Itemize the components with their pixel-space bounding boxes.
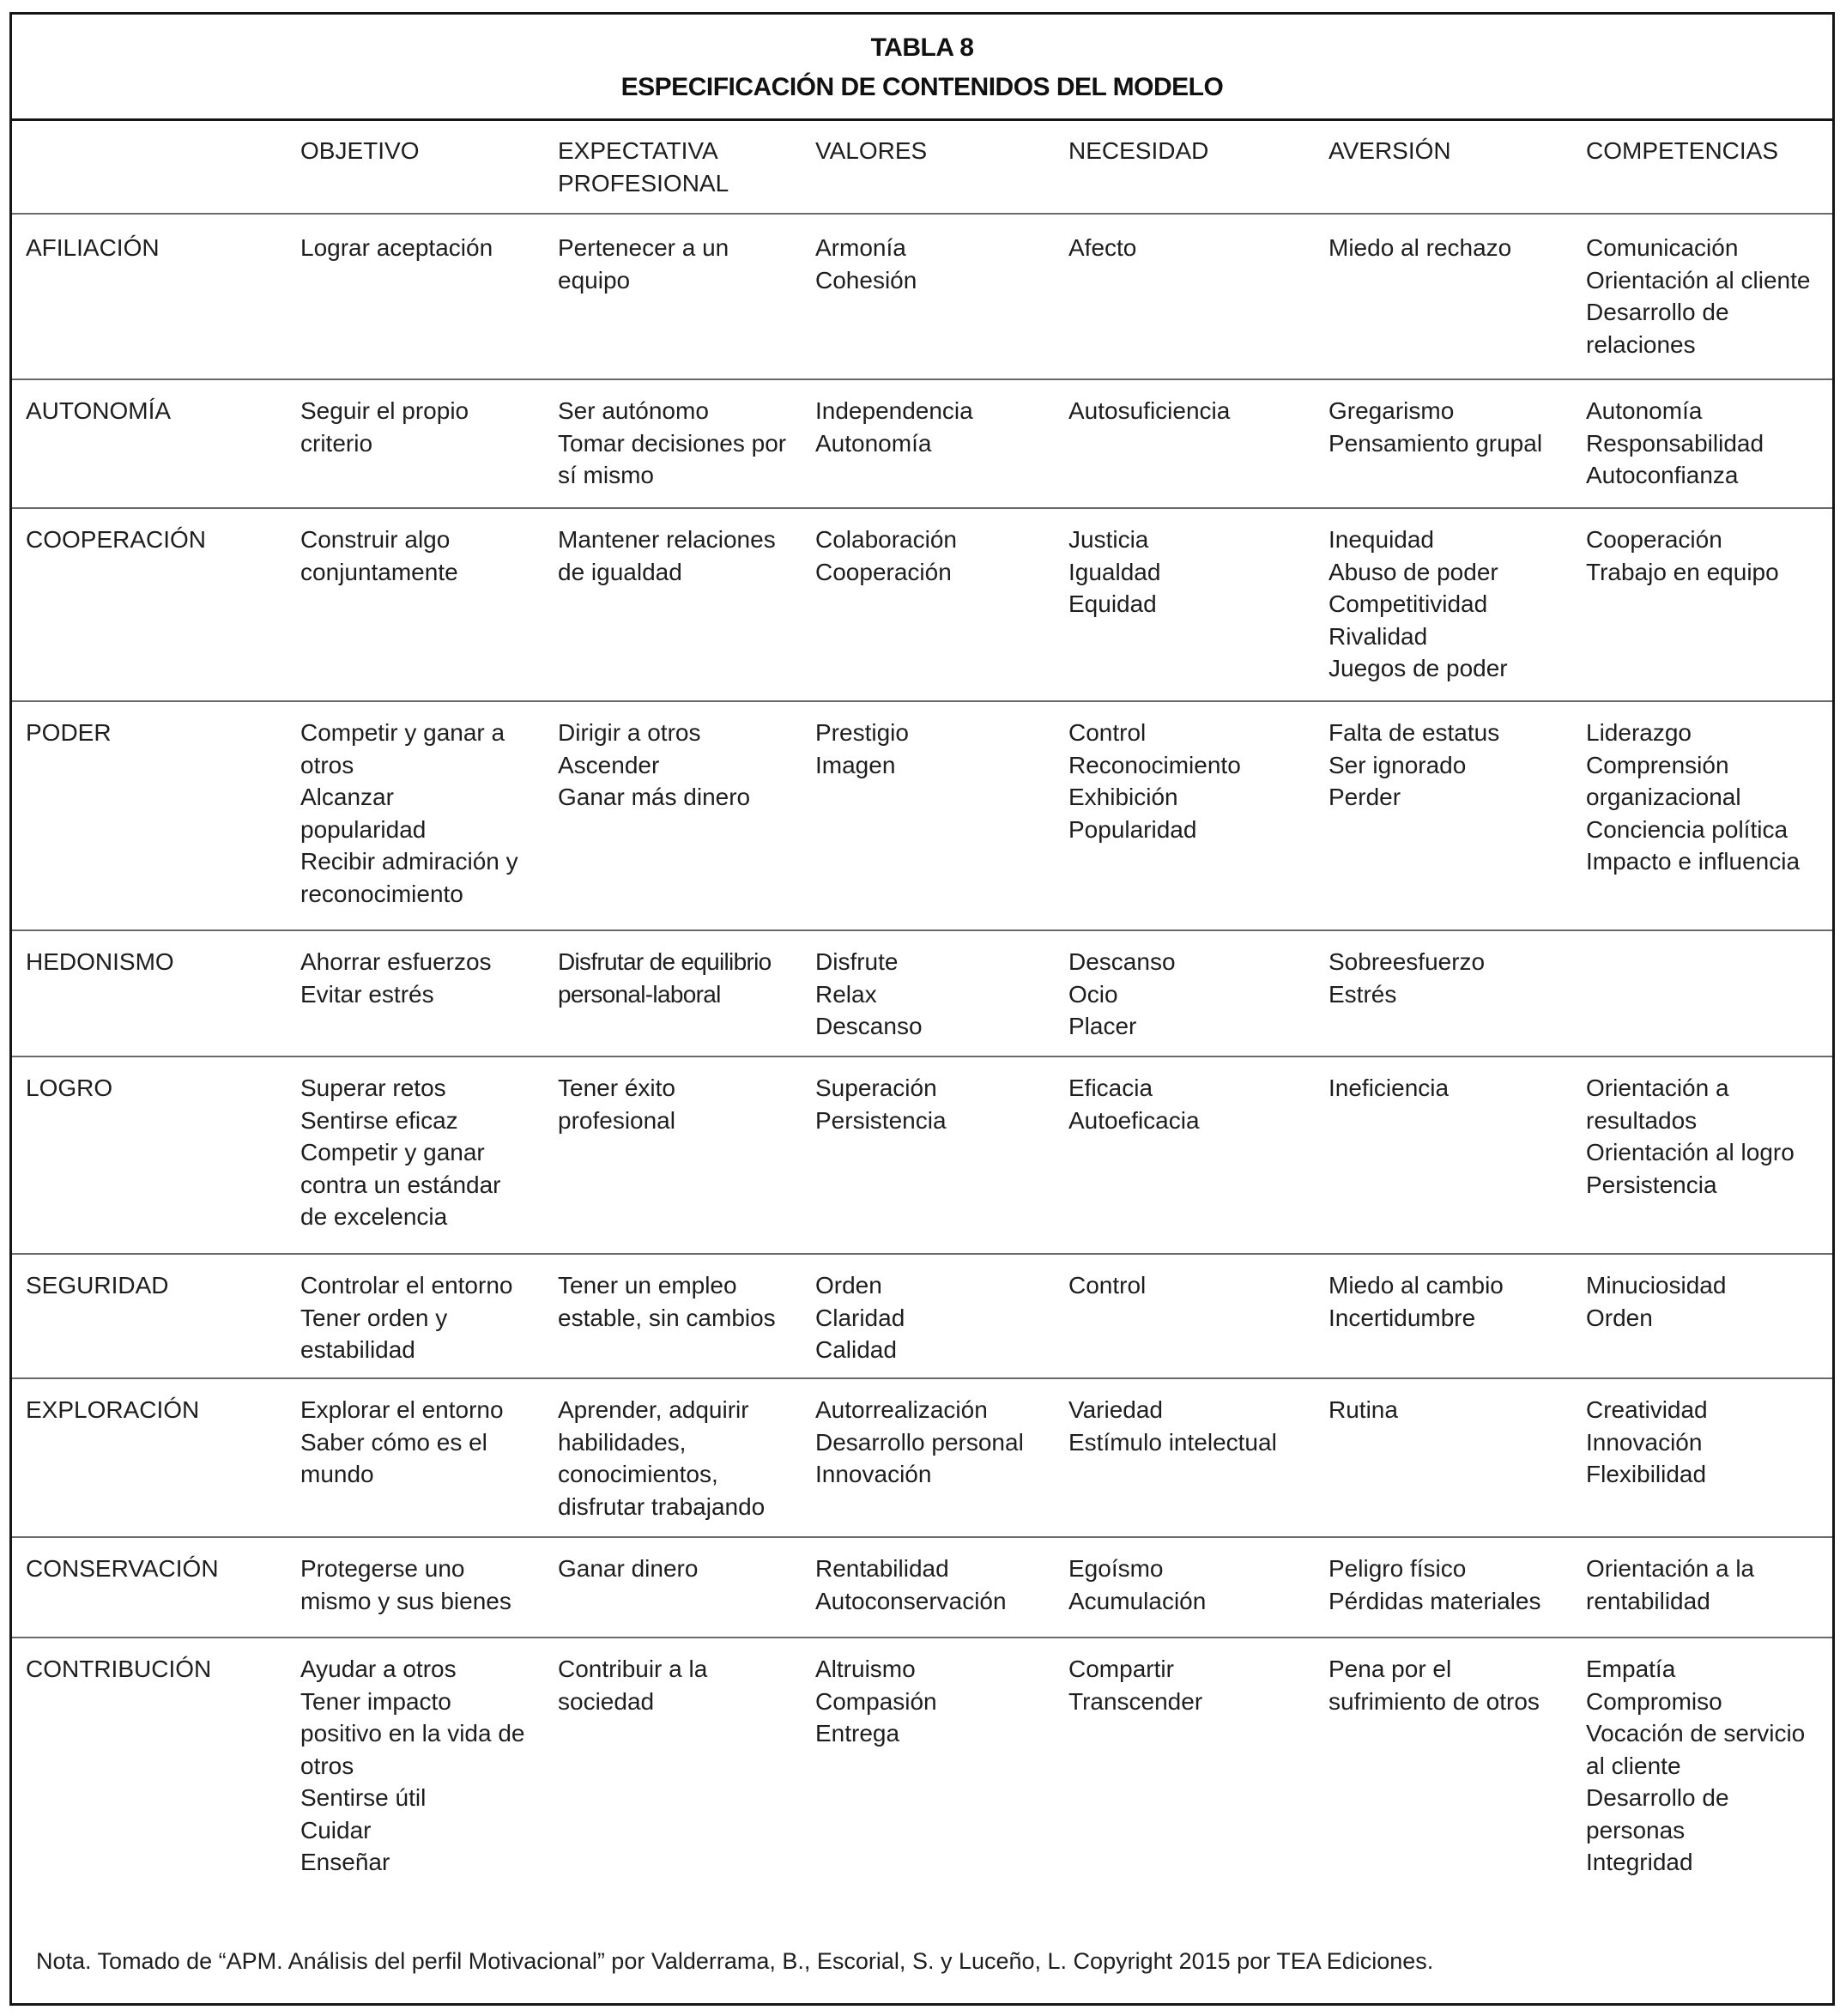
cell-objetivo: Explorar el entorno Saber cómo es el mundo xyxy=(300,1396,504,1487)
column-header-aversion: AVERSIÓN xyxy=(1329,137,1451,164)
row-label: AUTONOMÍA xyxy=(26,397,172,424)
cell-expectativa: Tener éxito profesional xyxy=(558,1075,675,1134)
table-row-afiliacion xyxy=(12,215,1832,380)
cell-valores: Armonía Cohesión xyxy=(815,234,917,294)
cell-necesidad: Autosuficiencia xyxy=(1068,397,1231,424)
cell-expectativa: Aprender, adquirir habilidades, conocimientos, disfrutar trabajando xyxy=(558,1396,766,1520)
table-row-poder xyxy=(12,702,1832,931)
cell-competencias: Minuciosidad Orden xyxy=(1586,1272,1727,1331)
table-header-row xyxy=(12,121,1832,215)
row-label: SEGURIDAD xyxy=(26,1272,169,1299)
row-label: CONSERVACIÓN xyxy=(26,1555,219,1582)
row-label: EXPLORACIÓN xyxy=(26,1396,200,1423)
cell-objetivo: Controlar el entorno Tener orden y estabilidad xyxy=(300,1272,513,1363)
table-row-autonomia xyxy=(12,380,1832,509)
column-header-objetivo: OBJETIVO xyxy=(300,137,420,164)
table-row-cooperacion xyxy=(12,509,1832,702)
cell-competencias: Autonomía Responsabilidad Autoconfianza xyxy=(1586,397,1764,488)
cell-expectativa: Mantener relaciones de igualdad xyxy=(558,526,776,585)
table-row-seguridad xyxy=(12,1255,1832,1379)
cell-objetivo: Construir algo conjuntamente xyxy=(300,526,458,585)
cell-necesidad: Egoísmo Acumulación xyxy=(1068,1555,1207,1614)
cell-aversion: Falta de estatus Ser ignorado Perder xyxy=(1329,719,1500,810)
cell-valores: Independencia Autonomía xyxy=(815,397,973,457)
cell-valores: Altruismo Compasión Entrega xyxy=(815,1656,937,1747)
cell-aversion: Gregarismo Pensamiento grupal xyxy=(1329,397,1543,457)
cell-expectativa: Pertenecer a un equipo xyxy=(558,234,729,294)
cell-objetivo: Ayudar a otros Tener impacto positivo en la vida de otros Sentirse útil Cuidar Enseñar xyxy=(300,1656,525,1875)
cell-necesidad: Compartir Transcender xyxy=(1068,1656,1203,1715)
cell-aversion: Miedo al cambio Incertidumbre xyxy=(1329,1272,1504,1331)
header-empty-cell xyxy=(12,121,300,213)
cell-expectativa: Disfrutar de equilibrio personal-laboral xyxy=(558,948,772,1008)
cell-necesidad: Descanso Ocio Placer xyxy=(1068,948,1176,1039)
cell-competencias: Liderazgo Comprensión organizacional Conciencia política Impacto e influencia xyxy=(1586,719,1801,875)
table-number: TABLA 8 xyxy=(870,33,974,62)
cell-aversion: Peligro físico Pérdidas materiales xyxy=(1329,1555,1541,1614)
cell-aversion: Inequidad Abuso de poder Competitividad Rivalidad Juegos de poder xyxy=(1329,526,1508,681)
cell-necesidad: Variedad Estímulo intelectual xyxy=(1068,1396,1277,1456)
cell-objetivo: Lograr aceptación xyxy=(300,234,493,261)
cell-expectativa: Dirigir a otros Ascender Ganar más dinero xyxy=(558,719,751,810)
cell-valores: Prestigio Imagen xyxy=(815,719,909,778)
row-label: COOPERACIÓN xyxy=(26,526,207,553)
cell-aversion: Miedo al rechazo xyxy=(1329,234,1512,261)
cell-necesidad: Justicia Igualdad Equidad xyxy=(1068,526,1161,617)
cell-competencias: Creatividad Innovación Flexibilidad xyxy=(1586,1396,1708,1487)
cell-competencias-empty xyxy=(1586,931,1832,1056)
cell-competencias: Empatía Compromiso Vocación de servicio al cliente Desarrollo de personas Integridad xyxy=(1586,1656,1806,1875)
table-row-contribucion xyxy=(12,1638,1832,1896)
cell-objetivo: Protegerse uno mismo y sus bienes xyxy=(300,1555,511,1614)
cell-necesidad: Afecto xyxy=(1068,234,1137,261)
cell-necesidad: Eficacia Autoeficacia xyxy=(1068,1075,1200,1134)
table-row-conservacion xyxy=(12,1538,1832,1638)
cell-expectativa: Ser autónomo Tomar decisiones por sí mismo xyxy=(558,397,787,488)
cell-competencias: Cooperación Trabajo en equipo xyxy=(1586,526,1779,585)
row-label: HEDONISMO xyxy=(26,948,174,975)
table-frame xyxy=(9,12,1835,2006)
cell-necesidad: Control Reconocimiento Exhibición Popularidad xyxy=(1068,719,1241,843)
table-row-hedonismo xyxy=(12,931,1832,1057)
cell-expectativa: Tener un empleo estable, sin cambios xyxy=(558,1272,776,1331)
column-header-necesidad: NECESIDAD xyxy=(1068,137,1209,164)
cell-expectativa: Ganar dinero xyxy=(558,1555,699,1582)
cell-competencias: Comunicación Orientación al cliente Desarrollo de relaciones xyxy=(1586,234,1811,358)
row-label: CONTRIBUCIÓN xyxy=(26,1656,212,1682)
cell-aversion: Sobreesfuerzo Estrés xyxy=(1329,948,1486,1008)
cell-necesidad: Control xyxy=(1068,1272,1147,1299)
cell-aversion: Pena por el sufrimiento de otros xyxy=(1329,1656,1540,1715)
cell-objetivo: Ahorrar esfuerzos Evitar estrés xyxy=(300,948,492,1008)
cell-valores: Disfrute Relax Descanso xyxy=(815,948,923,1039)
cell-aversion: Ineficiencia xyxy=(1329,1075,1450,1101)
cell-objetivo: Seguir el propio criterio xyxy=(300,397,469,457)
table-row-logro xyxy=(12,1057,1832,1255)
cell-valores: Colaboración Cooperación xyxy=(815,526,957,585)
row-label: LOGRO xyxy=(26,1075,113,1101)
table-source-note: Nota. Tomado de “APM. Análisis del perfil Motivacional” por Valderrama, B., Escorial, S. y Luceño, L. Copyright 2015 por TEA Ediciones. xyxy=(36,1948,1434,1974)
table-caption xyxy=(12,15,1832,121)
cell-competencias: Orientación a resultados Orientación al logro Persistencia xyxy=(1586,1075,1795,1198)
table-row-exploracion xyxy=(12,1379,1832,1538)
row-label: PODER xyxy=(26,719,112,746)
cell-aversion: Rutina xyxy=(1329,1396,1398,1423)
cell-competencias: Orientación a la rentabilidad xyxy=(1586,1555,1755,1614)
cell-objetivo: Superar retos Sentirse eficaz Competir y ganar contra un estándar de excelencia xyxy=(300,1075,501,1230)
column-header-expectativa: EXPECTATIVA PROFESIONAL xyxy=(558,137,729,197)
column-header-valores: VALORES xyxy=(815,137,928,164)
column-header-competencias: COMPETENCIAS xyxy=(1586,137,1779,164)
row-label: AFILIACIÓN xyxy=(26,234,160,261)
table-title: ESPECIFICACIÓN DE CONTENIDOS DEL MODELO xyxy=(620,73,1224,101)
cell-valores: Orden Claridad Calidad xyxy=(815,1272,905,1363)
cell-valores: Rentabilidad Autoconservación xyxy=(815,1555,1007,1614)
cell-valores: Superación Persistencia xyxy=(815,1075,947,1134)
cell-objetivo: Competir y ganar a otros Alcanzar popularidad Recibir admiración y reconocimiento xyxy=(300,719,518,907)
cell-valores: Autorrealización Desarrollo personal Innovación xyxy=(815,1396,1024,1487)
cell-expectativa: Contribuir a la sociedad xyxy=(558,1656,708,1715)
